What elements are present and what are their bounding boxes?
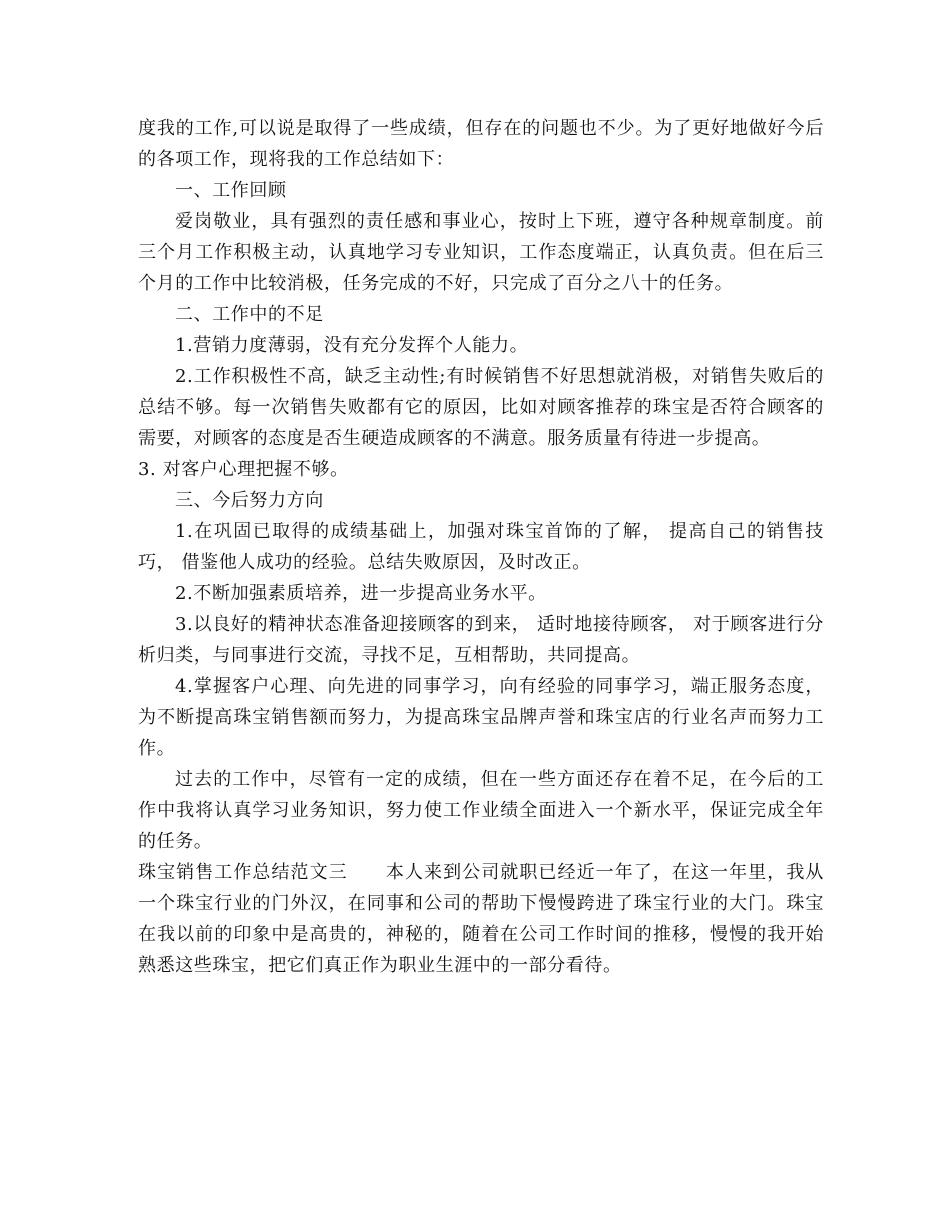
paragraph-review: 爱岗敬业，具有强烈的责任感和事业心，按时上下班，遵守各种规章制度。前三个月工作积极主动，认真地学习专业知识，工作态度端正，认真负责。但在后三个月的工作中比较消极，任务完成的不好，只完成了百分之八十的任务。 [138,211,824,294]
shortcoming-item-2: 2.工作积极性不高，缺乏主动性;有时候销售不好思想就消极，对销售失败后的总结不够。每一次销售失败都有它的原因，比如对顾客推荐的珠宝是否符合顾客的需要，对顾客的态度是否生硬造成顾客的不满意。服务质量有待进一步提高。 [138,366,824,449]
direction-item-2: 2.不断加强素质培养，进一步提高业务水平。 [175,583,547,604]
direction-item-4: 4.掌握客户心理、向先进的同事学习，向有经验的同事学习，端正服务态度，为不断提高珠宝销售额而努力，为提高珠宝品牌声誉和珠宝店的行业名声而努力工作。 [138,676,824,759]
section-heading-direction: 三、今后努力方向 [175,490,324,511]
paragraph-sample-three: 珠宝销售工作总结范文三 本人来到公司就职已经近一年了，在这一年里，我从一个珠宝行业的门外汉，在同事和公司的帮助下慢慢跨进了珠宝行业的大门。珠宝在我以前的印象中是高贵的，神秘的，随着在公司工作时间的推移，慢慢的我开始熟悉这些珠宝，把它们真正作为职业生涯中的一部分看待。 [138,862,824,976]
direction-item-3: 3.以良好的精神状态准备迎接顾客的到来， 适时地接待顾客， 对于顾客进行分析归类，与同事进行交流，寻找不足，互相帮助，共同提高。 [138,614,824,666]
direction-item-1: 1.在巩固已取得的成绩基础上，加强对珠宝首饰的了解， 提高自己的销售技巧， 借鉴他人成功的经验。总结失败原因，及时改正。 [138,521,824,573]
shortcoming-item-3: 3. 对客户心理把握不够。 [138,459,349,480]
paragraph-conclusion: 过去的工作中，尽管有一定的成绩，但在一些方面还存在着不足，在今后的工作中我将认真学习业务知识，努力使工作业绩全面进入一个新水平，保证完成全年的任务。 [138,769,824,852]
paragraph-intro: 度我的工作,可以说是取得了一些成绩，但存在的问题也不少。为了更好地做好今后的各项工作，现将我的工作总结如下： [138,118,824,170]
section-heading-shortcomings: 二、工作中的不足 [175,304,324,325]
shortcoming-item-1: 1.营销力度薄弱，没有充分发挥个人能力。 [175,335,529,356]
section-heading-review: 一、工作回顾 [175,180,287,201]
document-body [138,113,824,981]
